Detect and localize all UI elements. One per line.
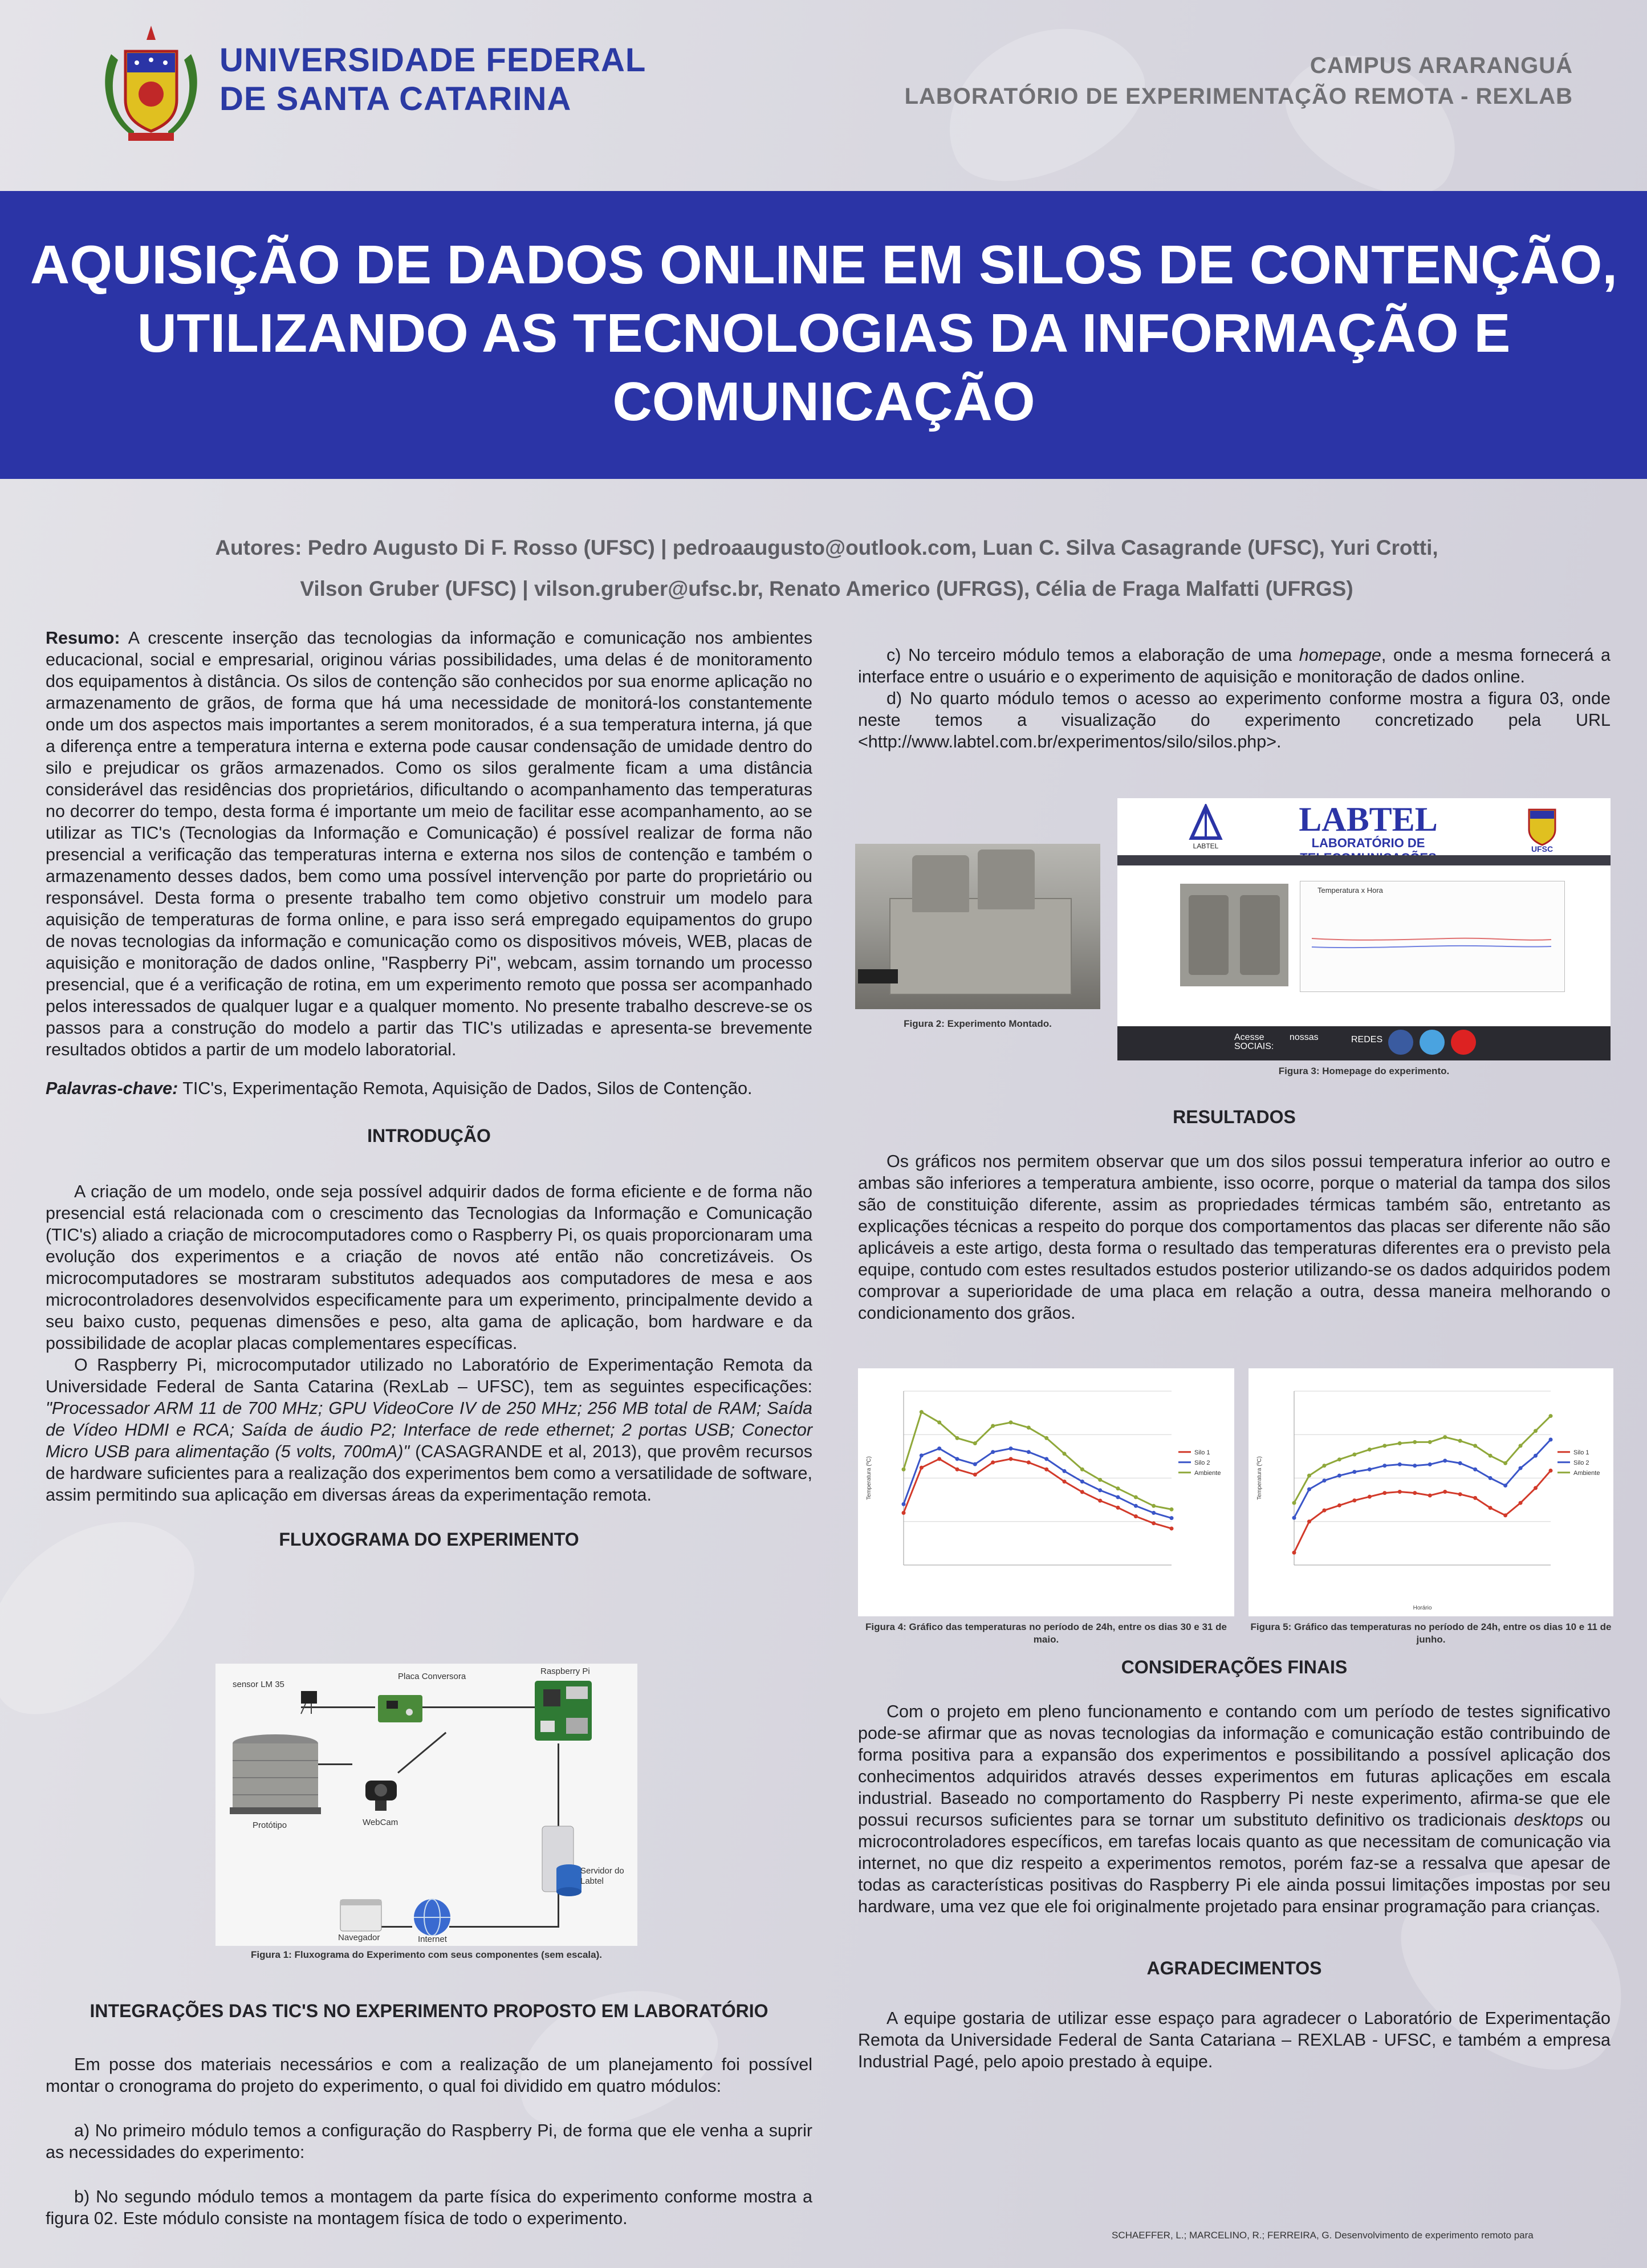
webcam-icon [361, 1778, 401, 1815]
integrations-heading: INTEGRAÇÕES DAS TIC'S NO EXPERIMENTO PROPOSTO EM LABORATÓRIO [90, 2001, 768, 2021]
poster-title [23, 231, 1625, 436]
y-axis-label: Temperatura (ºC) [866, 1456, 872, 1500]
introduction-p2-specs: "Processador ARM 11 de 700 MHz; GPU VideoCore IV de 250 MHz; 256 MB total de RAM; Saída de Vídeo HDMI e RCA; Saída de áudio P2; Interface de rede ethernet; 2 portas USB; Conector Micro USB para alimentação (5 volts, 700mA)" [46, 1399, 812, 1461]
data-point [955, 1468, 959, 1472]
data-point [1503, 1461, 1507, 1465]
data-point [902, 1468, 906, 1472]
legend-label: Silo 2 [1194, 1459, 1210, 1466]
authors-line2: Vilson Gruber (UFSC) | vilson.gruber@ufsc.br, Renato Americo (UFRGS), Célia de Fraga Malfatti (UFRGS) [300, 577, 1353, 600]
connector-line [558, 1743, 559, 1829]
data-point [1307, 1474, 1311, 1478]
labtel-logo-text: LABTEL [1193, 842, 1219, 850]
data-point [1473, 1444, 1477, 1448]
homepage-chart-lines [1312, 899, 1551, 978]
module-a: a) No primeiro módulo temos a configuração do Raspberry Pi, de forma que ele venha a suprir as necessidades do experimento: [46, 2121, 812, 2162]
social-redes-label: REDES [1351, 1035, 1383, 1044]
raspberry-pi-label: Raspberry Pi [540, 1667, 590, 1676]
data-point [937, 1457, 941, 1461]
data-point [1337, 1474, 1341, 1478]
data-point [1458, 1461, 1462, 1465]
flowchart-heading: FLUXOGRAMA DO EXPERIMENTO [279, 1529, 579, 1550]
browser-label: Navegador [338, 1933, 380, 1942]
keywords-label: Palavras-chave: [46, 1079, 178, 1098]
abstract-text: A crescente inserção das tecnologias da informação e comunicação nos ambientes educacional, social e empresarial, originou várias possibilidades, uma delas é de monitoramento dos equipamentos à distância. Os silos de contenção são conhecidos por sua enorme aplicação no armazenamento de grãos, de forma que há uma necessidade de monitorá-los constantemente onde um dos aspectos mais importantes a serem monitorados, é a sua temperatura interna, já que a diferença entre a temperatura interna e externa pode causar condensação de umidade dentro do silo e prejudicar os grãos armazenados. Como os silos geralmente ficam a uma distância considerável das residências dos proprietários, dificultando o acompanhamento das temperaturas no decorrer do tempo, desta forma é importante um meio de facilitar esse acompanhamento, ao se utilizar as TIC's (Tecnologias da Informação e Comunicação) é possível realizar de forma não presencial a verificação das temperaturas interna e externa nos silos de contenção e também o armazenamento desses dados, bem como uma possível intervenção por parte do proprietário ou responsável. Desta forma o presente trabalho tem como objetivo construir um modelo para aquisição de temperaturas de forma online, e para isso será empregado equipamentos do grupo de novas tecnologias da informação e comunicação como os dispositivos móveis, WEB, placas de aquisição e monitoração de dados online, "Raspberry Pi", webcam, assim tornando um processo presencial, que é a verificação de rotina, em um experimento remoto que possa ser acompanhado pelos interessados de qualquer lugar e a qualquer momento. No presente trabalho descreve-se os passos para a construção do modelo a partir das TIC's utilizadas e apresenta-se brevemente resultados obtidos a partir de um modelo laboratorial. [46, 628, 812, 1059]
sensor-icon [295, 1686, 324, 1715]
module-c-end: , onde a mesma fornecerá a interface entre o usuário e o experimento de aquisição e monitoração de dados online. [858, 645, 1611, 686]
data-point [1519, 1501, 1523, 1505]
data-point [1080, 1480, 1084, 1483]
photo-silo-1 [912, 855, 969, 912]
data-point [1322, 1478, 1326, 1482]
data-point [991, 1461, 995, 1465]
authors [86, 527, 1568, 609]
data-point [1382, 1491, 1386, 1495]
figure-2-caption: Figura 2: Experimento Montado. [904, 1018, 1052, 1029]
data-point [920, 1466, 924, 1470]
footer-social-text [1234, 1033, 1319, 1051]
integrations-paragraph: Em posse dos materiais necessários e com a realização de um planejamento foi possível montar o cronograma do projeto do experimento, o qual foi dividido em quatro módulos: [46, 2055, 812, 2096]
data-point [937, 1420, 941, 1424]
acknowledgements-paragraph: A equipe gostaria de utilizar esse espaço para agradecer o Laboratório de Experimentação Remota da Universidade Federal de Santa Catariana – REXLAB - UFSC, e também a empresa Industrial Pagé, pelo apoio prestado à equipe. [858, 2009, 1611, 2071]
legend-label: Silo 2 [1573, 1459, 1589, 1466]
data-point [902, 1511, 906, 1515]
data-point [1337, 1503, 1341, 1507]
social-label-3: SOCIAIS: [1234, 1042, 1274, 1051]
data-point [1116, 1495, 1120, 1499]
chart-figure-5 [1249, 1368, 1613, 1616]
final-p-end: ou microcontroladores específicos, em tarefas locais quanto as que necessitam de comunicação via internet, no que diz respeito a experimentos remotos, porém faz-se a ressalva que apesar de todas as características positivas do Raspberry Pi ele ainda possui limitações impostas por seu hardware, uma vez que ele foi originalmente projetado para ensinar programação para crianças. [858, 1810, 1611, 1916]
data-point [1044, 1468, 1048, 1472]
lab-name: LABORATÓRIO DE EXPERIMENTAÇÃO REMOTA - REXLAB [904, 84, 1573, 109]
series-line [904, 1459, 1172, 1529]
data-point [1322, 1464, 1326, 1468]
social-label-2: nossas [1289, 1033, 1319, 1042]
data-point [1152, 1504, 1156, 1508]
final-considerations-paragraph [858, 1701, 1611, 1917]
data-point [1382, 1444, 1386, 1448]
data-point [1534, 1429, 1538, 1433]
data-point [1352, 1453, 1356, 1457]
data-point [1519, 1466, 1523, 1470]
data-point [1152, 1511, 1156, 1515]
photo-device [858, 969, 898, 983]
data-point [1044, 1436, 1048, 1440]
data-point [1549, 1414, 1553, 1418]
data-point [1292, 1516, 1296, 1520]
server-icon [538, 1823, 583, 1897]
data-point [1413, 1464, 1417, 1468]
twitter-icon[interactable] [1420, 1030, 1445, 1055]
keywords [46, 1078, 812, 1099]
introduction-paragraph-2 [46, 1354, 812, 1506]
flowchart-figure [215, 1664, 637, 1946]
data-point [973, 1462, 977, 1466]
data-point [1428, 1462, 1432, 1466]
data-point [1009, 1457, 1013, 1461]
webcam-silo-2 [1240, 895, 1280, 975]
silo-prototype-icon [227, 1732, 324, 1818]
university-name-line2: DE SANTA CATARINA [219, 80, 572, 117]
data-point [1170, 1507, 1174, 1511]
facebook-icon[interactable] [1388, 1030, 1413, 1055]
data-point [1292, 1501, 1296, 1505]
introduction-paragraph-1: A criação de um modelo, onde seja possível adquirir dados de forma eficiente e de forma não presencial está relacionada com o crescimento das Tecnologias da Informação e Comunicação (TIC's) aliado a criação de microcomputadores como o Raspberry Pi, os quais proporcionaram uma evolução dos experimentos e a criação de novos até então não concretizáveis. Os microcomputadores se mostraram substitutos adequados aos computadores de mesa e aos microcontroladores desenvolvidos especificamente para um experimento, principalmente devido a seu baixo custo, pequenas dimensões e peso, alta gama de aplicação, bom hardware e da possibilidade de acoplar placas complementares específicas. [46, 1182, 813, 1353]
data-point [1063, 1469, 1067, 1473]
data-point [1063, 1452, 1067, 1456]
data-point [1443, 1459, 1447, 1463]
legend-label: Silo 1 [1194, 1449, 1210, 1456]
labtel-subtitle: LABORATÓRIO DE [1311, 836, 1425, 850]
homepage-chart [1300, 881, 1565, 992]
data-point [1549, 1469, 1553, 1473]
series-line [1294, 1470, 1551, 1552]
data-point [1337, 1457, 1341, 1461]
chart-figure-4 [858, 1368, 1234, 1616]
data-point [1368, 1495, 1372, 1499]
data-point [1134, 1514, 1138, 1518]
campus-block [905, 50, 1573, 112]
homepage-screenshot [1117, 798, 1611, 1060]
data-point [1428, 1494, 1432, 1498]
data-point [955, 1436, 959, 1440]
data-point [937, 1446, 941, 1450]
converter-board-label: Placa Conversora [398, 1672, 466, 1681]
module-b: b) No segundo módulo temos a montagem da parte física do experimento conforme mostra a figura 02. Este módulo consiste na montagem física de todo o experimento. [46, 2187, 812, 2228]
data-point [1063, 1480, 1067, 1483]
header [0, 0, 1647, 191]
data-point [1368, 1468, 1372, 1472]
raspberry-pi-icon [532, 1678, 595, 1743]
data-point [1398, 1441, 1402, 1445]
authors-line1: Autores: Pedro Augusto Di F. Rosso (UFSC) | pedroaaugusto@outlook.com, Luan C. Silva Casagrande (UFSC), Yuri Crotti, [215, 536, 1438, 559]
title-line1: AQUISIÇÃO DE DADOS ONLINE EM SILOS DE CONTENÇÃO, [30, 234, 1618, 295]
figure-5-caption: Figura 5: Gráfico das temperaturas no período de 24h, entre os dias 10 e 11 de junho. [1250, 1621, 1612, 1645]
data-point [1368, 1448, 1372, 1452]
data-point [1322, 1509, 1326, 1513]
data-point [1170, 1526, 1174, 1530]
data-point [1116, 1486, 1120, 1490]
data-point [973, 1441, 977, 1445]
data-point [920, 1410, 924, 1414]
module-c-start: c) No terceiro módulo temos a elaboração de uma [886, 645, 1299, 665]
introduction-p2-end: (CASAGRANDE et al, 2013), que provêm recursos de hardware suficientes para a realização dos experimentos bem como a versatilidade de software, assim permitindo sua aplicação em diversas áreas da experimentação remota. [46, 1442, 812, 1505]
server-label: Servidor do Labtel [580, 1866, 624, 1886]
legend-label: Silo 1 [1573, 1449, 1589, 1456]
internet-globe-icon [409, 1897, 455, 1940]
data-point [1398, 1490, 1402, 1494]
right-column-top [858, 644, 1611, 753]
data-point [1170, 1516, 1174, 1520]
series-line [1294, 1416, 1551, 1503]
data-point [1152, 1521, 1156, 1525]
data-point [1458, 1439, 1462, 1443]
data-point [1534, 1454, 1538, 1458]
data-point [1098, 1478, 1102, 1482]
y-axis-label: Temperatura (ºC) [1256, 1456, 1263, 1500]
data-point [1098, 1488, 1102, 1492]
module-c-homepage: homepage [1299, 645, 1381, 665]
connector-line [397, 1732, 446, 1774]
data-point [1428, 1440, 1432, 1444]
data-point [1489, 1454, 1493, 1458]
data-point [1473, 1496, 1477, 1500]
university-name [219, 41, 646, 119]
data-point [902, 1502, 906, 1506]
data-point [991, 1424, 995, 1428]
photo-silo-2 [978, 850, 1035, 909]
data-point [1044, 1457, 1048, 1461]
legend-label: Ambiente [1573, 1469, 1600, 1477]
title-line2: UTILIZANDO AS TECNOLOGIAS DA INFORMAÇÃO E [137, 303, 1511, 364]
ufsc-crest-icon [94, 20, 208, 148]
introduction-p2-start: O Raspberry Pi, microcomputador utilizado no Laboratório de Experimentação Remota da Universidade Federal de Santa Catarina (RexLab – UFSC), tem as seguintes especificações: [46, 1355, 812, 1396]
data-point [955, 1457, 959, 1461]
ufsc-logo-icon [1522, 804, 1562, 852]
data-point [1009, 1446, 1013, 1450]
data-point [1458, 1492, 1462, 1496]
data-point [1098, 1499, 1102, 1503]
data-point [1292, 1551, 1296, 1555]
results-paragraph: Os gráficos nos permitem observar que um dos silos possui temperatura inferior ao outro e ambas são inferiores a temperatura ambiente, isso ocorre, porque o material da tampa dos silos são de constituição diferente, assim as propriedades térmicas também são, entretanto as explicações técnicas a respeito do porque dos comportamentos das placas ser diferente não são aplicáveis a este artigo, desta forma o resultado das temperaturas diferentes era o previsto pela equipe, contudo com estes resultados estudos posterior utilizando-se os dados adquiridos podem comprovar a superioridade de uma placa em relação a outra, dessa maneira melhorando o condicionamento dos grãos. [858, 1152, 1611, 1323]
browser-icon [338, 1897, 384, 1934]
data-point [1443, 1490, 1447, 1494]
data-point [920, 1453, 924, 1457]
data-point [1134, 1495, 1138, 1499]
data-point [1307, 1487, 1311, 1491]
legend-label: Ambiente [1194, 1469, 1221, 1477]
data-point [1398, 1462, 1402, 1466]
series-line [1294, 1440, 1551, 1518]
webcam-silo-1 [1189, 895, 1229, 975]
module-c [858, 644, 1611, 688]
data-point [1413, 1440, 1417, 1444]
data-point [1443, 1435, 1447, 1439]
campus-name: CAMPUS ARARANGUÁ [1310, 53, 1573, 78]
chart-4-svg [858, 1368, 1234, 1616]
figure-1-caption: Figura 1: Fluxograma do Experimento com seus componentes (sem escala). [251, 1949, 602, 1960]
results-section [858, 1106, 1611, 1324]
keywords-text: TIC's, Experimentação Remota, Aquisição de Dados, Silos de Contenção. [178, 1079, 753, 1098]
data-point [1503, 1483, 1507, 1487]
final-p-desktops: desktops [1514, 1810, 1584, 1830]
data-point [1080, 1468, 1084, 1472]
data-point [1009, 1420, 1013, 1424]
labtel-logo-icon [1186, 804, 1226, 852]
sensor-label: sensor LM 35 [233, 1680, 284, 1689]
university-name-line1: UNIVERSIDADE FEDERAL [219, 42, 646, 79]
introduction-heading: INTRODUÇÃO [367, 1125, 491, 1146]
prototype-label: Protótipo [253, 1820, 287, 1830]
abstract [46, 627, 812, 1060]
data-point [1352, 1470, 1356, 1474]
data-point [1134, 1504, 1138, 1508]
data-point [1382, 1464, 1386, 1468]
data-point [1307, 1519, 1311, 1523]
data-point [1519, 1444, 1523, 1448]
final-considerations-section [858, 1656, 1611, 2072]
homepage-chart-title: Temperatura x Hora [1317, 886, 1383, 895]
data-point [1489, 1506, 1493, 1510]
photo-box [889, 898, 1072, 995]
chart-5-svg [1249, 1368, 1613, 1616]
data-point [1549, 1437, 1553, 1441]
data-point [991, 1450, 995, 1454]
homepage-footer [1117, 1026, 1611, 1060]
integrations-section [46, 2000, 812, 2229]
figure-3-caption: Figura 3: Homepage do experimento. [1278, 1066, 1450, 1076]
data-point [1027, 1426, 1031, 1430]
abstract-label: Resumo: [46, 628, 120, 648]
series-line [904, 1449, 1172, 1518]
results-heading: RESULTADOS [1173, 1107, 1296, 1127]
data-point [1116, 1506, 1120, 1510]
converter-board-icon [375, 1689, 426, 1729]
module-d: d) No quarto módulo temos o acesso ao experimento conforme mostra a figura 03, onde neste temos a visualização do experimento concretizado pela URL <http://www.labtel.com.br/experimentos/silo/silos.php>. [858, 689, 1611, 751]
labtel-title: LABTEL [1299, 800, 1438, 838]
data-point [1027, 1461, 1031, 1465]
data-point [1503, 1513, 1507, 1517]
references-fragment: SCHAEFFER, L.; MARCELINO, R.; FERREIRA, G. Desenvolvimento de experimento remoto para [1112, 2230, 1534, 2241]
social-label-1: Acesse [1234, 1033, 1264, 1042]
data-point [1489, 1476, 1493, 1480]
left-column [46, 627, 812, 1550]
connector-line [449, 1926, 559, 1928]
internet-label: Internet [418, 1934, 447, 1944]
data-point [1473, 1468, 1477, 1472]
data-point [1027, 1450, 1031, 1454]
final-considerations-heading: CONSIDERAÇÕES FINAIS [1121, 1657, 1348, 1677]
data-point [1534, 1486, 1538, 1490]
data-point [1352, 1498, 1356, 1502]
x-axis-label: Horário [1413, 1605, 1432, 1611]
homepage-nav-bar[interactable] [1117, 855, 1611, 865]
data-point [1080, 1490, 1084, 1494]
data-point [1413, 1491, 1417, 1495]
connector-line [409, 1706, 540, 1708]
ufsc-logo-text: UFSC [1531, 844, 1554, 852]
final-p-start: Com o projeto em pleno funcionamento e contando com um período de testes significativo pode-se afirmar que as novas tecnologias da informação e comunicação estão contribuindo de forma positiva para a expansão dos experimentos e possibilitando a possível aplicação dos conhecimentos adquiridos através desses experimentos em futuras aplicações em escala industrial. Baseado no comportamento do Raspberry Pi neste experimento, afirma-se que ele possui recursos suficientes para se tornar um substituto definitivo os tradicionais [858, 1702, 1611, 1830]
webcam-label: WebCam [363, 1818, 398, 1827]
homepage-webcam-image [1180, 884, 1288, 986]
figure-4-caption: Figura 4: Gráfico das temperaturas no período de 24h, entre os dias 30 e 31 de maio. [865, 1621, 1227, 1645]
youtube-icon[interactable] [1451, 1030, 1476, 1055]
data-point [973, 1473, 977, 1477]
acknowledgements-heading: AGRADECIMENTOS [1146, 1958, 1322, 1978]
experiment-photo [855, 844, 1100, 1009]
title-line3: COMUNICAÇÃO [612, 371, 1035, 432]
